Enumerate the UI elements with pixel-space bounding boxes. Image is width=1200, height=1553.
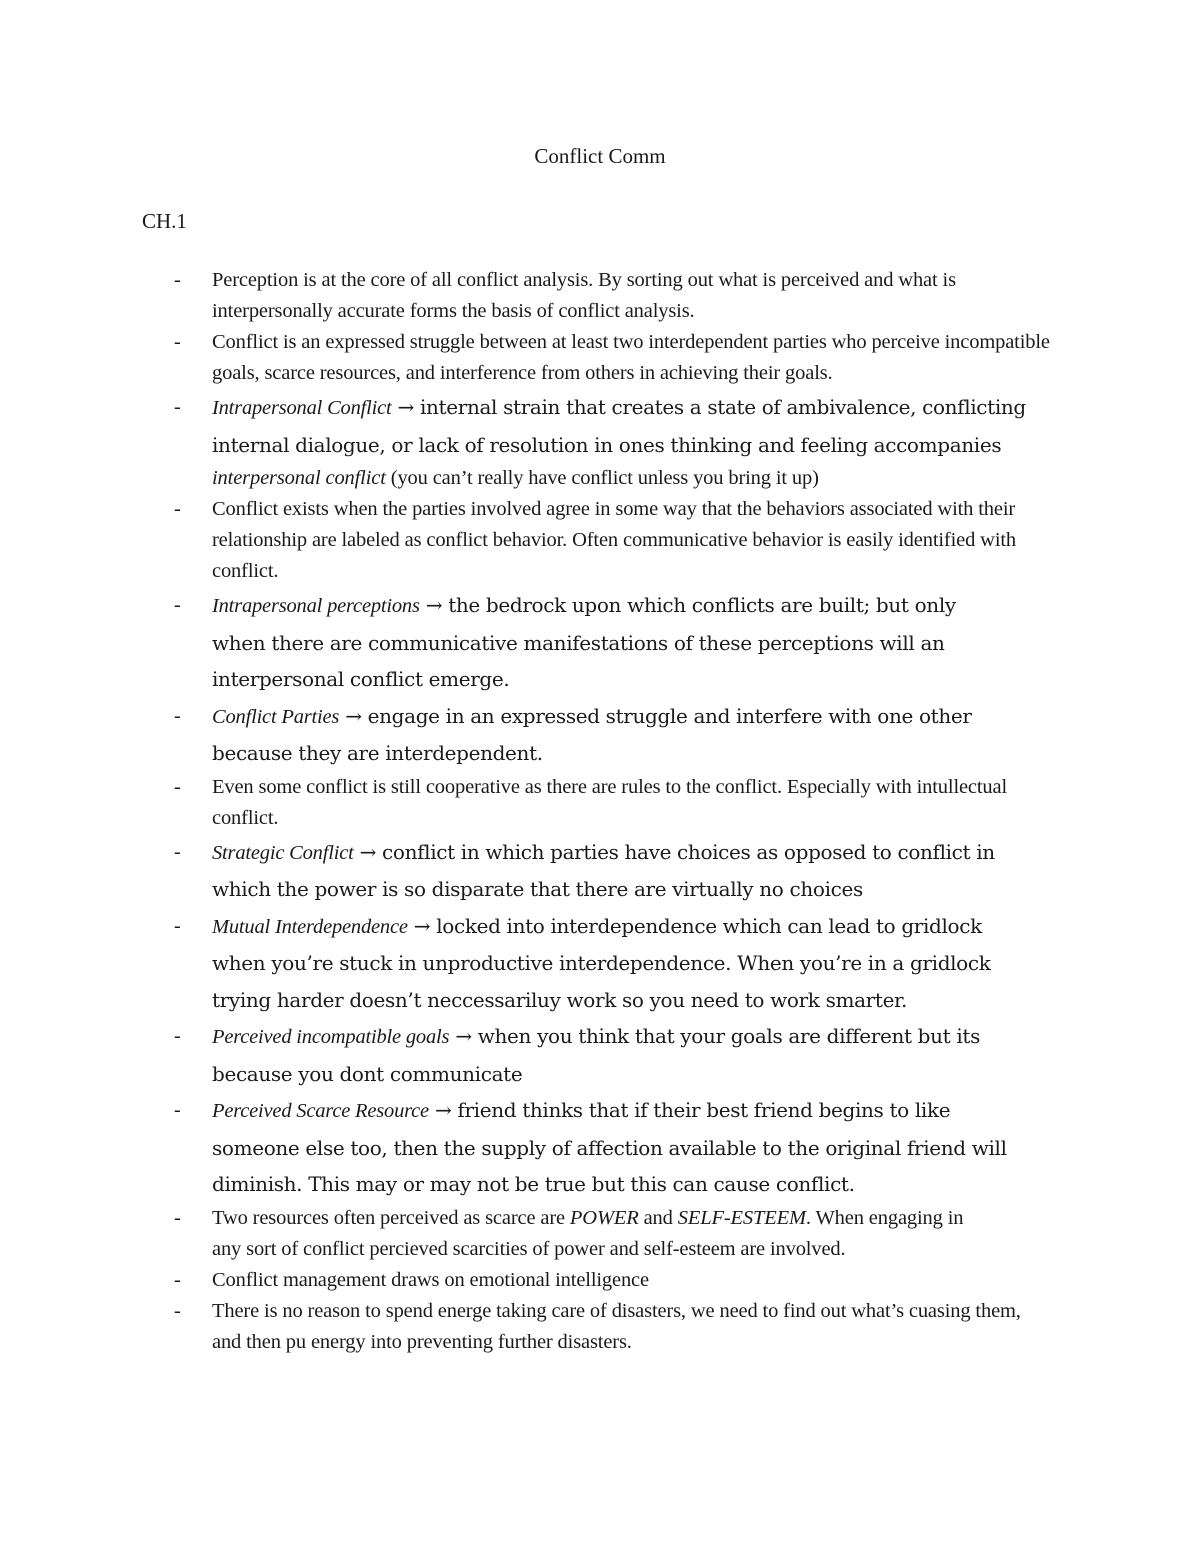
note-term: Mutual Interdependence: [212, 915, 408, 938]
bullet-dash: -: [174, 1299, 181, 1322]
bullet-dash: -: [174, 840, 181, 863]
note-text: Conflict is an expressed struggle between at least two interdependent parties who perceive incompatible goals, scarce resources, and interference from others in achieving their goals.: [212, 331, 1050, 384]
note-text: friend thinks that if their best friend begins to like someone else too, then the supply of affection available to the original friend will diminish. This may or may not be true but this can cause conflict.: [212, 1098, 1007, 1196]
bullet-dash: -: [174, 775, 181, 798]
bullet-dash: -: [174, 396, 181, 418]
note-term: Perceived Scarce Resource: [212, 1100, 429, 1122]
list-item: [0, 1203, 1200, 1265]
list-item: [0, 1018, 1200, 1092]
list-item: [0, 772, 1200, 834]
note-text: when you think that your goals are different but its because you dont communicate: [212, 1024, 980, 1086]
bullet-dash: -: [174, 1025, 181, 1047]
arrow-glyph: →: [434, 1098, 452, 1122]
note-text-part: and: [638, 1206, 678, 1229]
list-item: [0, 908, 1200, 1019]
list-item: [0, 834, 1200, 908]
arrow-glyph: →: [397, 395, 414, 419]
note-term: Conflict Parties: [212, 705, 340, 728]
bullet-dash: -: [174, 704, 181, 727]
note-term: Intrapersonal Conflict: [212, 397, 392, 419]
bullet-dash: -: [174, 594, 181, 616]
emphasis-power: POWER: [569, 1206, 639, 1229]
note-text: Perception is at the core of all conflict analysis. By sorting out what is perceived and what is interpersonally accurate forms the basis of conflict analysis.: [212, 269, 956, 322]
note-text: locked into interdependence which can lead to gridlock when you’re stuck in unproductive interdependence. When you’re in a gridlock trying harder doesn’t neccessariluy work so you need to work smarter.: [212, 913, 991, 1012]
document-title: Conflict Comm: [534, 144, 666, 168]
list-item: [0, 494, 1200, 587]
bullet-dash: -: [174, 1206, 181, 1229]
note-text: conflict in which parties have choices as opposed to conflict in which the power is so disparate that there are virtually no choices: [212, 839, 995, 901]
note-text: Conflict exists when the parties involved agree in some way that the behaviors associated with their relationship are labeled as conflict behavior. Often communicative behavior is easily identified with conflict.: [212, 498, 1017, 582]
bullet-dash: -: [174, 1268, 181, 1291]
note-tail-text: (you can’t really have conflict unless you bring it up): [390, 467, 819, 489]
emphasis-self-esteem: SELF-ESTEEM: [677, 1206, 806, 1229]
list-item: [0, 265, 1200, 327]
arrow-glyph: →: [455, 1024, 472, 1048]
bullet-dash: -: [174, 331, 181, 353]
note-text: engage in an expressed struggle and interfere with one other because they are interdependent.: [212, 703, 972, 765]
list-item: [0, 1265, 1200, 1296]
list-item: [0, 587, 1200, 698]
note-text: There is no reason to spend energe taking care of disasters, we need to find out what’s cuasing them, and then pu energy into preventing further disasters.: [212, 1299, 1021, 1353]
note-tail: [212, 463, 1054, 494]
arrow-glyph: →: [425, 593, 443, 617]
bullet-dash: -: [174, 1099, 181, 1121]
note-term: Perceived incompatible goals: [212, 1026, 450, 1048]
bullet-dash: -: [174, 269, 181, 291]
note-text: the bedrock upon which conflicts are built; but only when there are communicative manifestations of these perceptions will an interpersonal conflict emerge.: [212, 593, 956, 691]
note-term: Intrapersonal perceptions: [212, 595, 420, 617]
note-text: Even some conflict is still cooperative as there are rules to the conflict. Especially with intullectual conflict.: [212, 775, 1008, 829]
note-text: Conflict management draws on emotional intelligence: [212, 1268, 649, 1291]
arrow-glyph: →: [359, 839, 377, 864]
note-tail-emphasis: interpersonal conflict: [212, 467, 386, 489]
notes-list: [0, 265, 1200, 1358]
bullet-dash: -: [174, 914, 181, 937]
arrow-glyph: →: [345, 703, 362, 728]
note-text-part: Two resources often perceived as scarce are: [212, 1206, 570, 1229]
list-item: [0, 327, 1200, 389]
arrow-glyph: →: [413, 913, 431, 938]
note-term: Strategic Conflict: [212, 841, 354, 864]
list-item: [0, 698, 1200, 772]
bullet-dash: -: [174, 498, 181, 520]
chapter-heading: CH.1: [142, 209, 187, 233]
note-text: internal strain that creates a state of ambivalence, conflicting internal dialogue, or lack of resolution in ones thinking and feeling accompanies: [212, 395, 1026, 457]
list-item: [0, 1296, 1200, 1358]
list-item: [0, 389, 1200, 494]
list-item: [0, 1092, 1200, 1203]
note-text-part: . When engaging in any sort of conflict percieved scarcities of power and self-esteem are involved.: [212, 1206, 964, 1260]
